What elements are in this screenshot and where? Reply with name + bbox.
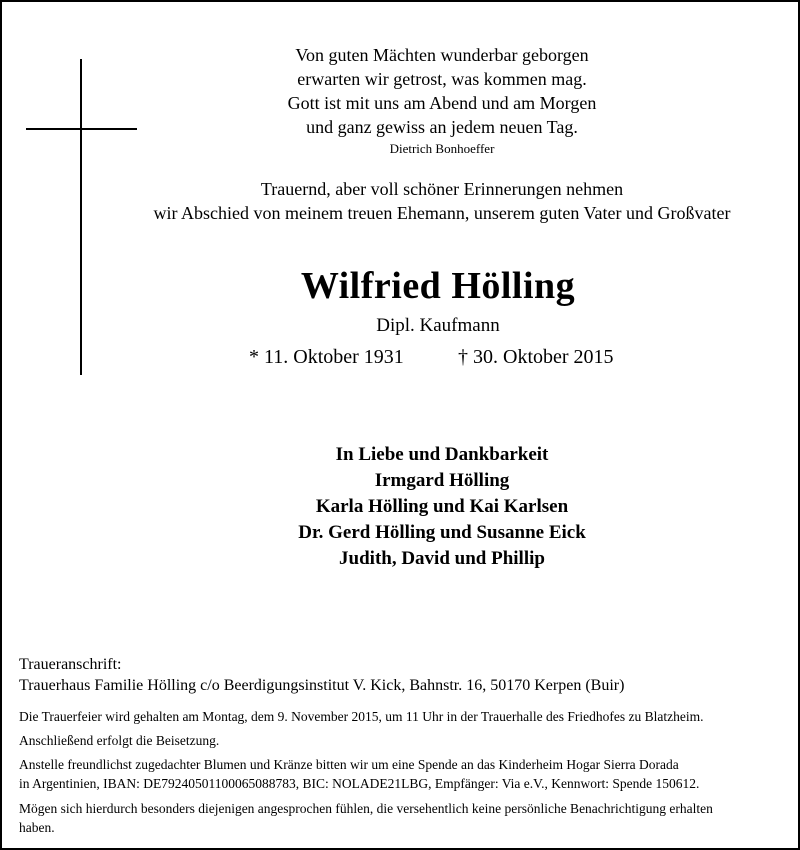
intro-line: wir Abschied von meinem treuen Ehemann, unserem guten Vater und Großvater	[153, 203, 731, 223]
mourner-name: Karla Hölling und Kai Karlsen	[315, 496, 569, 517]
deceased-title: Dipl. Kaufmann	[376, 315, 500, 336]
address-value: Trauerhaus Familie Hölling c/o Beerdigungsinstitut V. Kick, Bahnstr. 16, 50170 Kerpen (Buir)	[19, 677, 625, 694]
mourner-name: Irmgard Hölling	[374, 470, 510, 491]
cross-horizontal-bar	[26, 128, 137, 130]
death-date: † 30. Oktober 2015	[458, 346, 614, 368]
donation-line: Anstelle freundlichst zugedachter Blumen und Kränze bitten wir um eine Spende an das Kinderheim Hogar Sierra Dorada	[19, 757, 679, 772]
notice-line: Mögen sich hierdurch besonders diejenigen angesprochen fühlen, die versehentlich keine persönliche Benachrichtigung erhalten	[19, 801, 713, 816]
mourners-list	[202, 442, 682, 572]
poem-line: und ganz gewiss an jedem neuen Tag.	[306, 117, 578, 137]
donation-note	[19, 755, 789, 793]
poem-line: Von guten Mächten wunderbar geborgen	[295, 45, 589, 65]
mourning-address	[19, 654, 624, 696]
donation-line: in Argentinien, IBAN: DE79240501100065088783, BIC: NOLADE21LBG, Empfänger: Via e.V., Kennwort: Spende 150612.	[19, 776, 700, 791]
intro-line: Trauernd, aber voll schöner Erinnerungen nehmen	[260, 179, 624, 199]
notice-line: haben.	[19, 820, 55, 835]
birth-date: * 11. Oktober 1931	[249, 346, 404, 368]
deceased-name: Wilfried Hölling	[300, 265, 576, 307]
mourner-name: Judith, David und Phillip	[339, 548, 545, 569]
poem-line: Gott ist mit uns am Abend und am Morgen	[287, 93, 597, 113]
notice-note	[19, 799, 789, 837]
poem-author: Dietrich Bonhoeffer	[389, 141, 495, 156]
intro-text	[62, 177, 800, 225]
mourners-heading: In Liebe und Dankbarkeit	[335, 444, 549, 465]
poem-line: erwarten wir getrost, was kommen mag.	[297, 69, 587, 89]
mourner-name: Dr. Gerd Hölling und Susanne Eick	[298, 522, 586, 543]
funeral-note: Die Trauerfeier wird gehalten am Montag, dem 9. November 2015, um 11 Uhr in der Trauerhalle des Friedhofes zu Blatzheim.	[19, 709, 704, 724]
poem	[202, 43, 682, 139]
address-label: Traueranschrift:	[19, 656, 122, 673]
burial-note: Anschließend erfolgt die Beisetzung.	[19, 733, 220, 748]
